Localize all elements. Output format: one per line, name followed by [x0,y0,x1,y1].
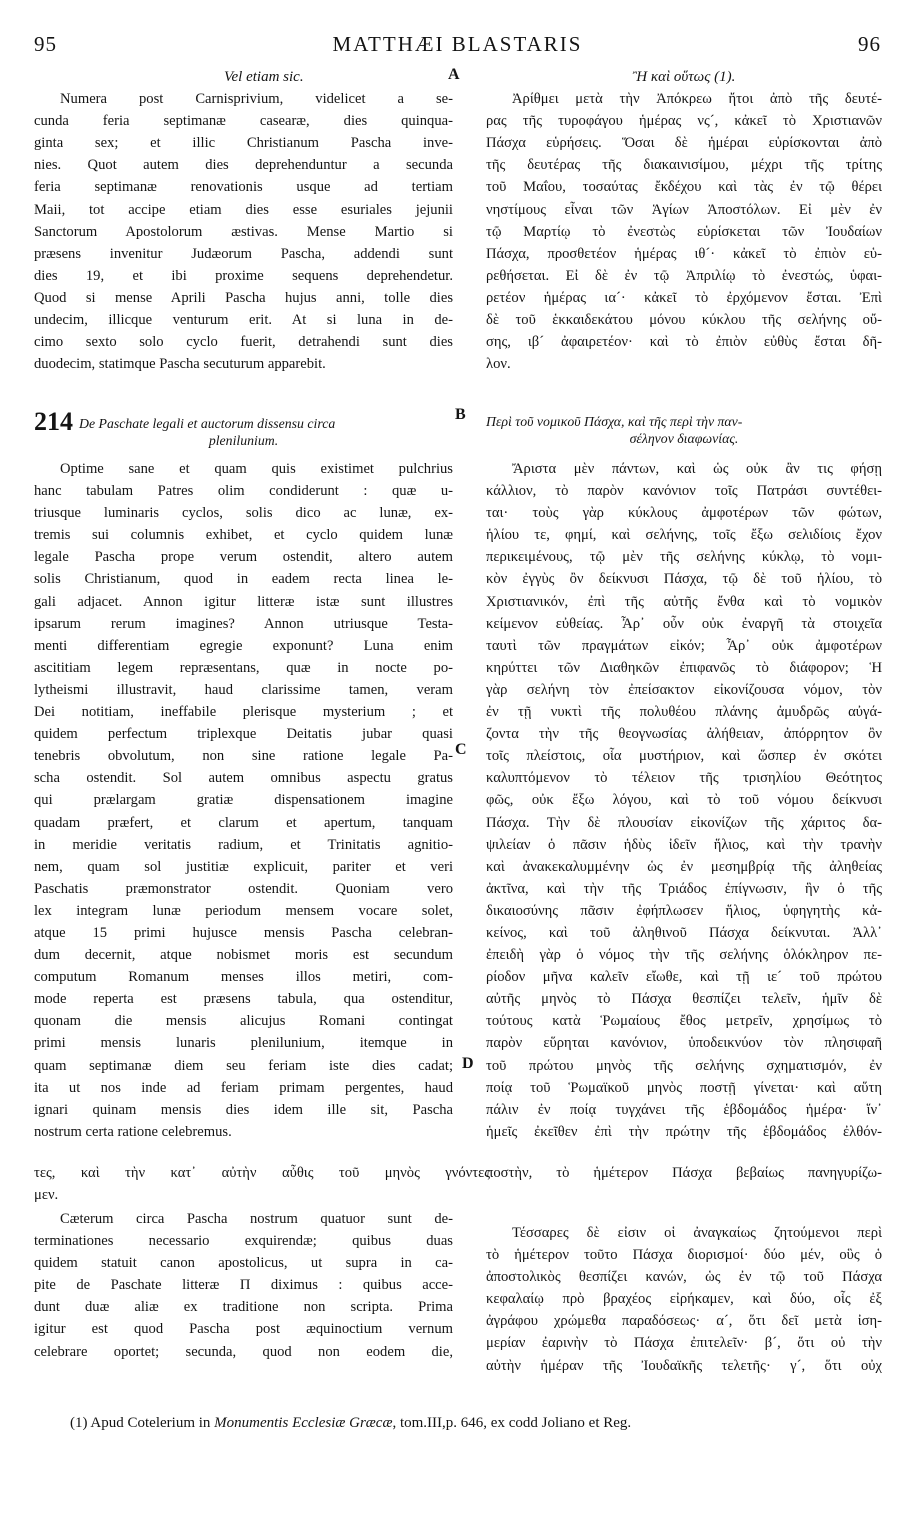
text-line: Πάσχα, προσθετέον ἡμέρας ιθ´· κἀκεῖ τὸ ἐπιὸν εὑ- [486,245,882,262]
text-line: terminationes necessario exquirendæ; quibus duas [34,1233,453,1250]
page-header [34,32,881,62]
text-line: celebrare oportet; secunda, quod non eodem die, [34,1343,453,1360]
text-line: scha ostendit. Sol autem omnibus aspectu gratus [34,770,453,787]
text-line: Numera post Carnisprivium, videlicet a se- [60,91,453,108]
text-line: ἀγράφου χρώμεθα παραδόσεως· α´, ὅτι δεῖ μετὰ ἰση- [486,1313,882,1330]
latin-column-top [34,66,453,375]
text-line: δικαιοσύνης πᾶσιν ἐφήπλωσεν ἥλιος, ὑφηγητὴς κἀ- [486,902,882,919]
text-line: quidem statuit canon apostolicus, ut supra in ca- [34,1255,453,1272]
text-line: τῷ Μαρτίῳ τὸ ἐνεστὼς εὑρίσκεται τῶν Ἰουδαίων [486,223,882,240]
text-line: κηρύττει τῶν Διαθηκῶν ἐπιφανῶς τὸ διάφορον; Ἡ [486,659,882,676]
text-line: κεφαλαίῳ πρὸ βραχέος εἰρήκαμεν, καὶ δύο, οἷς ἐξ [486,1291,882,1308]
text-line: λον. [486,356,511,373]
text-line: Ἀρίθμει μετὰ τὴν Ἀπόκρεω ἤτοι ἀπὸ τῆς δευτέ- [512,91,882,108]
text-line: ζοντα τὴν τῆς θεογνωσίας ἀλήθειαν, ἀπόρρητον ὂν [486,726,882,743]
margin-letter-a: A [448,66,460,83]
spanning-line-end: μεν. [34,1187,59,1203]
text-line: πάλιν ἐν ποίᾳ τυγχάνει τῆς ἑβδομάδος ἡμέρα· ἵν᾽ [486,1101,882,1118]
text-line: dum decernit, atque nobismet moris est secundum [34,947,453,964]
text-line: τοῖς πλείστοις, οἷα μυστήριον, καὶ ὥσπερ ἐν σκότει [486,748,882,765]
page-number-right: 96 [858,32,881,56]
text-line: ρεθήσεται. Εἰ δὲ ἐν τῷ Ἀπριλίῳ τὸ ἐνεστώς, ὑφαι- [486,267,882,284]
text-line: τοῦ Μαΐου, τοσαύτας ἔκδέχου καὶ τὰς ἐν τῷ θέρει [486,179,882,196]
running-title: MATTHÆI BLASTARIS [332,32,583,56]
greek-section-heading [486,413,882,447]
text-line: ρίοδον μῆνα καλεῖν εἴωθε, καὶ τῇ ιε´ τοῦ πρώτου [486,969,882,986]
text-line: mode reperta est præsens tabula, qua ostenditur, [34,991,453,1008]
greek-paragraph-3 [486,1222,882,1377]
page-number-left: 95 [34,32,57,56]
text-line: ἐν τῇ νυκτὶ τῆς πολυθέου πλάνης ἀμυδρῶς αὐγά- [486,704,882,721]
text-line: hanc tabulam Patres olim condiderunt : quæ u- [34,483,453,500]
greek-paragraph-2 [486,458,882,1143]
spanning-line-left: τες, καὶ τὴν κατ᾽ αὐτὴν αὖθις τοῦ μηνὸς γνόντες [34,1165,490,1181]
text-line: Dei notitiam, ineffabile plerisque mysterium ; et [34,704,453,721]
text-line: menti differentiam egregie exponunt? Luna enim [34,637,453,654]
text-line: tenebris obvolutum, non sine ratione legale Pa- [34,748,453,765]
text-line: dies 19, et ibi proxime sequens deprehendetur. [34,267,453,284]
text-line: Quod si mense Aprili Pascha hujus anni, tolle dies [34,289,453,306]
latin-subheading: Vel etiam sic. [224,69,304,85]
text-line: τῆς δευτέρας τῆς διακαινισίμου, μέχρι τῆς τρίτης [486,157,882,174]
text-line: lex integram lunæ periodum mensem vocare solet, [34,902,453,919]
text-line: feria septimanæ renovationis usque ad tertiam [34,179,453,196]
text-line: καὶ ἀνακεκαλυμμένην ὡς ἐν μεσημβρίᾳ τῆς ἀληθείας [486,858,882,875]
text-line: tremis sui columnis exhibet, et cyclo quidem lunæ [34,527,453,544]
text-line: Cæterum circa Pascha nostrum quatuor sunt de- [60,1211,453,1227]
text-line: γὰρ σελήνη τὸν ἐπείσακτον εἰκονίζουσα νόμον, τὸν [486,681,882,698]
text-line: quidem perfectum triplexque Deitatis jubar quasi [34,726,453,743]
text-line: cimo sexto solo cyclo fuerit, detrahendi sunt dies [34,334,453,351]
text-line: ἡμεῖς ἐκεῖθεν ἐπὶ τὴν πρώτην τῆς ἑβδομάδος ἐλθόν- [486,1123,882,1140]
spanning-line-right: ποστὴν, τὸ ἡμέτερον Πάσχα βεβαίως πανηγυρίζω- [486,1165,882,1181]
margin-letter-d: D [462,1055,474,1072]
latin-section-title-2: plenilunium. [208,433,279,448]
text-line: quadam præfert, et clarum et apertum, tanquam [34,814,453,831]
text-line: Paschatis præmonstrator ostendit. Quoniam vero [34,880,453,897]
text-line: κάλλιον, τὸ παρὸν κανόνιον τοῖς Πατράσι συντέθει- [486,483,882,500]
text-line: Maii, tot accipe etiam dies esse esuriales jejunii [34,201,453,218]
latin-paragraph-1 [34,88,453,375]
greek-column-bottom [486,1222,882,1377]
text-line: ἐπειδὴ γὰρ ὁ νόμος τὴν τῆς σελήνης ὁλόκληρον πε- [486,947,882,964]
greek-column-middle [486,458,882,1143]
text-line: Πάσχα εὑρήσεις. Ὅσαι δὲ ἡμέραι εὑρίσκονται ἀπὸ [486,135,882,152]
latin-column-middle [34,458,453,1143]
text-line: ται· τοὺς γὰρ κύκλους ἀμφοτέρων τῶν φώτων, [486,505,882,522]
text-line: ita ut nos inde ad feriam primam pergentes, haud [34,1079,453,1096]
latin-paragraph-2 [34,458,453,1143]
text-line: μερίαν ἐαρινὴν τὸ Πάσχα ἐπιτελεῖν· β´, ὅτι οὐ τὴν [486,1335,882,1352]
text-line: primi mensis lunaris plenilunium, itemque in [34,1035,453,1052]
text-line: παρὸν εὕρηται κανόνιον, ὑποδεικνύον τὸν πλησιφαῆ [486,1035,882,1052]
latin-section-heading [34,407,453,449]
footnote: (1) Apud Cotelerium in Monumentis Ecclesiæ Græcæ, tom.III,p. 646, ex codd Joliano et Reg. [70,1415,632,1431]
text-line: duodecim, statimque Pascha secuturum apparebit. [34,356,326,373]
text-line: Optime sane et quam quis existimet pulchrius [60,461,453,477]
text-line: nies. Quot autem dies deprehenduntur a secunda [34,157,453,174]
text-line: τὸ ἡμέτερον τοῦτο Πάσχα διορισμοί· δύο μέν, οὓς ὁ [486,1247,882,1264]
text-line: igitur est quod Pascha post æquinoctium vernum [34,1321,453,1338]
text-line: solis Christianum, quod in eadem recta linea le- [34,571,453,588]
text-line: νηστίμους εἶναι τῶν Ἁγίων Ἀποστόλων. Εἰ μὲν ἐν [486,201,882,218]
text-line: Sanctorum Apostolorum æstivas. Mense Martio si [34,223,453,240]
text-line: ταυτὶ τῶν πραγμάτων εἰκόν; Ἆρ᾽ οὐκ ἀμφοτέρων [486,637,882,654]
margin-letter-c: C [455,741,467,758]
latin-paragraph-3 [34,1208,453,1363]
text-line: ρας τῆς τυροφάγου ἡμέρας νς´, κἀκεῖ τὸ Χριστιανῶν [486,113,882,130]
text-line: præsens invenitur Judæorum Pascha, addendi sunt [34,245,453,262]
text-line: ἀποστολικὸς θεσπίζει κανών, ὡς ἐν τῷ τοῦ Πάσχα [486,1269,882,1286]
text-line: ipsarum rerum imagines? Annon utriusque Testa- [34,615,453,632]
greek-paragraph-1 [486,88,882,375]
text-line: gali adjacet. Annon igitur litteræ istæ sunt illustres [34,593,453,610]
text-line: καλυπτόμενον τὸ τέλειον τῆς τρισηλίου Θεότητος [486,770,882,787]
text-line: quonam die mensis alicujus Romani contingat [34,1013,453,1030]
text-line: κείμενον εὐθείας. Ἆρ᾽ οὖν οὐκ ἐναργῆ τὰ στοιχεῖα [486,615,882,632]
text-line: ἡλίου τε, φημί, καὶ σελήνης, τοῖς ἔξω σελιδίοις ἔχον [486,527,882,544]
text-line: σης, ιβ´ ἀφαιρετέον· καὶ τὸ ἐπιὸν εὐθὺς ἔσται δῆ- [486,334,882,351]
text-line: Χριστιανικόν, ἐπὶ τῆς αὐτῆς ἔνθα καὶ τὸ νομικὸν [486,593,882,610]
text-line: triusque luminaris cyclos, solis dico ac lunæ, ex- [34,505,453,522]
margin-letter-b: B [455,406,466,423]
text-line: qui prælargam gratiæ dispensationem imagine [34,792,453,809]
text-line: atque 15 primi hujusce mensis Pascha celebran- [34,924,453,941]
text-line: φῶς, οὐκ ἔξω λόγου, καὶ τὸ τοῦ νόμου δείκνυσι [486,792,882,809]
text-line: περικειμένους, τῷ μὲν τῆς σελήνης κύκλῳ, τὸ νομι- [486,549,882,566]
greek-subheading: Ἢ καὶ οὕτως (1). [632,69,736,85]
text-line: lytheismi illustravit, haud clarissime tamen, veram [34,681,453,698]
text-line: nem, quam sol justitiæ explicuit, pariter et veri [34,858,453,875]
text-line: legale Pascha prope verum ostendit, altero autem [34,549,453,566]
text-line: δὲ τοῦ ἑκκαιδεκάτου μόνου κύκλου τῆς σελήνης οὔ- [486,312,882,329]
text-line: ἀκτῖνα, καὶ τὴν τῆς Τριάδος ἐπίγνωσιν, ἣν ὁ τῆς [486,880,882,897]
latin-column-bottom [34,1208,453,1363]
text-line: pite de Paschate litteræ Π diximus : quibus acce- [34,1277,453,1294]
text-line: τοῦ πρώτου μηνὸς τῆς σελήνης σχηματισμόν, ἐν [486,1057,882,1074]
greek-section-title-1: Περὶ τοῦ νομικοῦ Πάσχα, καὶ τῆς περὶ τὴν παν- [486,414,743,429]
text-line: ascititiam legem repræsentans, quæ in nocte po- [34,659,453,676]
text-line: Πάσχα. Τὴν δὲ πλουσίαν εἰκονίζων τῆς χάριτος δα- [486,814,882,831]
text-line: undecim, illicque venturum erit. At si luna in de- [34,312,453,329]
text-line: ποίᾳ τοῦ Ῥωμαϊκοῦ μηνὸς ποστῇ γίνεται· καὶ αὕτη [486,1079,882,1096]
text-line: dunt duæ aliæ ex traditione non scripta. Prima [34,1299,453,1316]
text-line: Ἄριστα μὲν πάντων, καὶ ὡς οὐκ ἂν τις φήσῃ [512,461,882,477]
text-line: in meridie veritatis radium, et Trinitatis agnitio- [34,836,453,853]
text-line: cunda feria septimanæ casearæ, dies quinqua- [34,113,453,130]
text-line: τούτους κατὰ Ῥωμαίους ἔθος μετρεῖν, χρησίμως τὸ [486,1013,882,1030]
section-number: 214 [34,407,73,436]
footnote-work-title: Monumentis Ecclesiæ Græcæ [214,1415,393,1431]
text-line: ginta sex; et illic Christianum Pascha inve- [34,135,453,152]
text-line: κείνος, καὶ τοῦ ἀληθινοῦ Πάσχα δείκνυται. Ἀλλ᾽ [486,924,882,941]
text-line: Τέσσαρες δὲ εἰσιν οἱ ἀναγκαίως ζητούμενοι περὶ [512,1225,882,1241]
text-line: computum Romanum menses illos metiri, com- [34,969,453,986]
text-line: αὐτὴν ἡμέραν τῆς Ἰουδαϊκῆς τελετῆς· γ´, ὅτι οὐχ [486,1357,882,1374]
text-line: κὸν ἐγγὺς ὂν δείκνυσι Πάσχα, τῷ δὲ τοῦ ἡλίου, τὸ [486,571,882,588]
greek-section-title-2: σέληνον διαφωνίας. [629,431,739,446]
latin-section-title-1: De Paschate legali et auctorum dissensu circa [79,416,336,431]
greek-column-top [486,66,882,375]
text-line: ρετέον ἡμέρας ια´· κἀκεῖ τὸ ἐρχόμενον ἔσται. Ἐπὶ [486,289,882,306]
text-line: ignari quinam mensis dies idem ille sit, Pascha [34,1101,453,1118]
text-line: αὐτῆς μηνὸς τὸ Πάσχα θεσπίζει τελεῖν, ἡμῖν δὲ [486,991,882,1008]
text-line: ψιλείαν ὁ πᾶσιν ἡδὺς ἰδεῖν ἥλιος, καὶ τὴν τρανὴν [486,836,882,853]
text-line: quam septimanæ diem seu feriam iste dies cadat; [34,1057,453,1074]
text-line: nostrum certa ratione celebremus. [34,1123,232,1140]
